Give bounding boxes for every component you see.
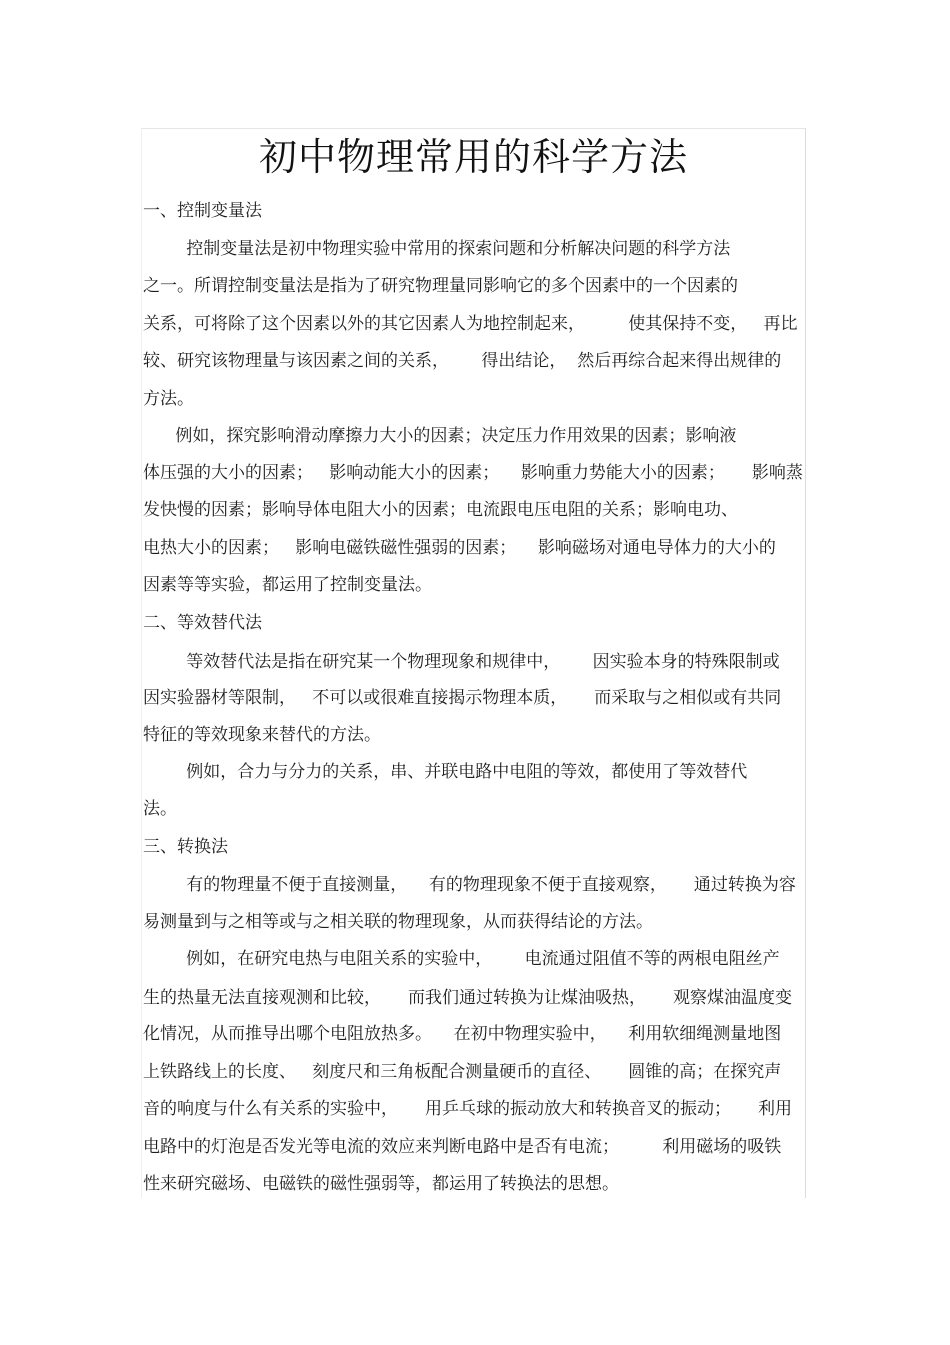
paragraph-line: 音的响度与什么有关系的实验中， 用乒乓球的振动放大和转换音叉的振动； 利用 [143, 1099, 793, 1119]
paragraph-line: 方法。 [143, 389, 194, 409]
paragraph-line: 性来研究磁场、电磁铁的磁性强弱等，都运用了转换法的思想。 [143, 1174, 619, 1194]
paragraph-line: 化情况，从而推导出哪个电阻放热多。 在初中物理实验中， 利用软细绳测量地图 [143, 1024, 782, 1044]
paragraph-line: 体压强的大小的因素； 影响动能大小的因素； 影响重力势能大小的因素； 影响蒸 [143, 463, 803, 483]
paragraph-line: 电热大小的因素； 影响电磁铁磁性强弱的因素； 影响磁场对通电导体力的大小的 [143, 538, 776, 558]
paragraph-line: 因素等等实验，都运用了控制变量法。 [143, 575, 432, 595]
paragraph-line: 例如，探究影响滑动摩擦力大小的因素；决定压力作用效果的因素；影响液 [143, 426, 737, 446]
paragraph-line: 例如，在研究电热与电阻关系的实验中， 电流通过阻值不等的两根电阻丝产 [143, 949, 780, 969]
paragraph-line: 有的物理量不便于直接测量， 有的物理现象不便于直接观察， 通过转换为容 [143, 875, 796, 895]
paragraph-line: 等效替代法是指在研究某一个物理现象和规律中， 因实验本身的特殊限制或 [143, 652, 780, 672]
paragraph-line: 较、研究该物理量与该因素之间的关系， 得出结论， 然后再综合起来得出规律的 [143, 351, 782, 371]
paragraph-line: 之一。所谓控制变量法是指为了研究物理量同影响它的多个因素中的一个因素的 [143, 276, 738, 296]
section-heading-equivalent-substitution: 二、等效替代法 [143, 613, 262, 633]
section-heading-control-variables: 一、控制变量法 [143, 201, 262, 221]
paragraph-line: 特征的等效现象来替代的方法。 [143, 725, 381, 745]
section-heading-conversion: 三、转换法 [143, 837, 228, 857]
paragraph-line: 生的热量无法直接观测和比较， 而我们通过转换为让煤油吸热， 观察煤油温度变 [143, 988, 793, 1008]
paragraph-line: 法。 [143, 799, 177, 819]
paragraph-line: 电路中的灯泡是否发光等电流的效应来判断电路中是否有电流； 利用磁场的吸铁 [143, 1137, 782, 1157]
paragraph-line: 控制变量法是初中物理实验中常用的探索问题和分析解决问题的科学方法 [143, 239, 731, 259]
paragraph-line: 易测量到与之相等或与之相关联的物理现象，从而获得结论的方法。 [143, 912, 653, 932]
paragraph-line: 关系，可将除了这个因素以外的其它因素人为地控制起来， 使其保持不变， 再比 [143, 314, 798, 334]
document-title: 初中物理常用的科学方法 [258, 135, 688, 179]
paragraph-line: 因实验器材等限制， 不可以或很难直接揭示物理本质， 而采取与之相似或有共同 [143, 688, 782, 708]
paragraph-line: 发快慢的因素；影响导体电阻大小的因素；电流跟电压电阻的关系；影响电功、 [143, 500, 738, 520]
paragraph-line: 例如，合力与分力的关系，串、并联电路中电阻的等效，都使用了等效替代 [143, 762, 748, 782]
paragraph-line: 上铁路线上的长度、 刻度尺和三角板配合测量硬币的直径、 圆锥的高；在探究声 [143, 1062, 782, 1082]
